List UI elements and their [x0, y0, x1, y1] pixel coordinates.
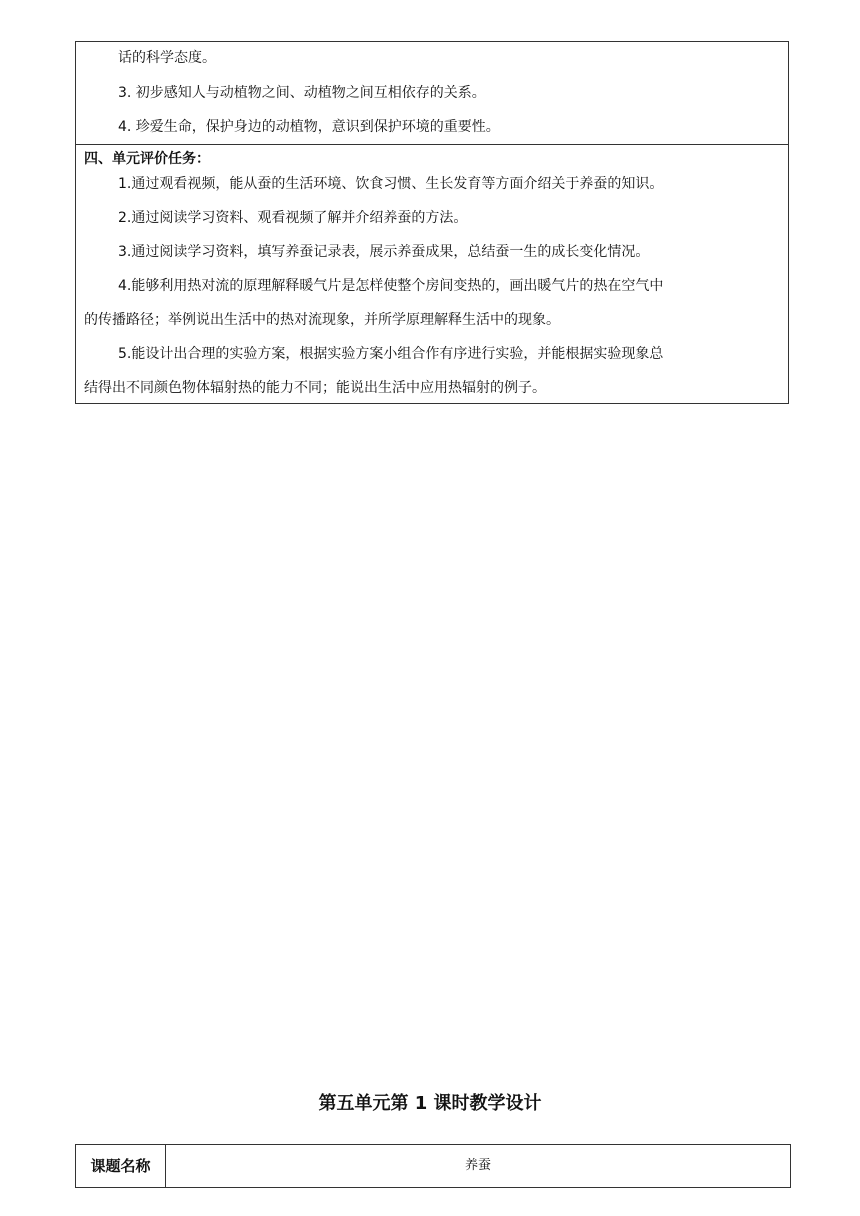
lesson-title: 第五单元第 1 课时教学设计	[318, 1093, 542, 1114]
evaluation-item-2: 2.通过阅读学习资料、观看视频了解并介绍养蚕的方法。	[118, 210, 468, 226]
lesson-info-table	[75, 1144, 791, 1188]
topic-label: 课题名称	[76, 1145, 166, 1187]
evaluation-item-5-continued: 结得出不同颜色物体辐射热的能力不同；能说出生活中应用热辐射的例子。	[84, 380, 546, 396]
goals-continued-box	[75, 41, 789, 145]
evaluation-box	[75, 144, 789, 404]
goal-line-4: 4. 珍爱生命，保护身边的动植物，意识到保护环境的重要性。	[118, 119, 500, 135]
evaluation-item-4: 4.能够利用热对流的原理解释暖气片是怎样使整个房间变热的，画出暖气片的热在空气中	[118, 278, 664, 294]
evaluation-item-4-continued: 的传播路径；举例说出生活中的热对流现象，并所学原理解释生活中的现象。	[84, 312, 560, 328]
goal-line-3: 3. 初步感知人与动植物之间、动植物之间互相依存的关系。	[118, 85, 486, 101]
goal-line-continued: 话的科学态度。	[118, 50, 216, 66]
evaluation-item-1: 1.通过观看视频，能从蚕的生活环境、饮食习惯、生长发育等方面介绍关于养蚕的知识。	[118, 176, 664, 192]
evaluation-item-3: 3.通过阅读学习资料，填写养蚕记录表，展示养蚕成果，总结蚕一生的成长变化情况。	[118, 244, 650, 260]
topic-value: 养蚕	[464, 1158, 491, 1173]
evaluation-heading: 四、单元评价任务：	[84, 151, 210, 167]
evaluation-item-5: 5.能设计出合理的实验方案，根据实验方案小组合作有序进行实验，并能根据实验现象总	[118, 346, 664, 362]
